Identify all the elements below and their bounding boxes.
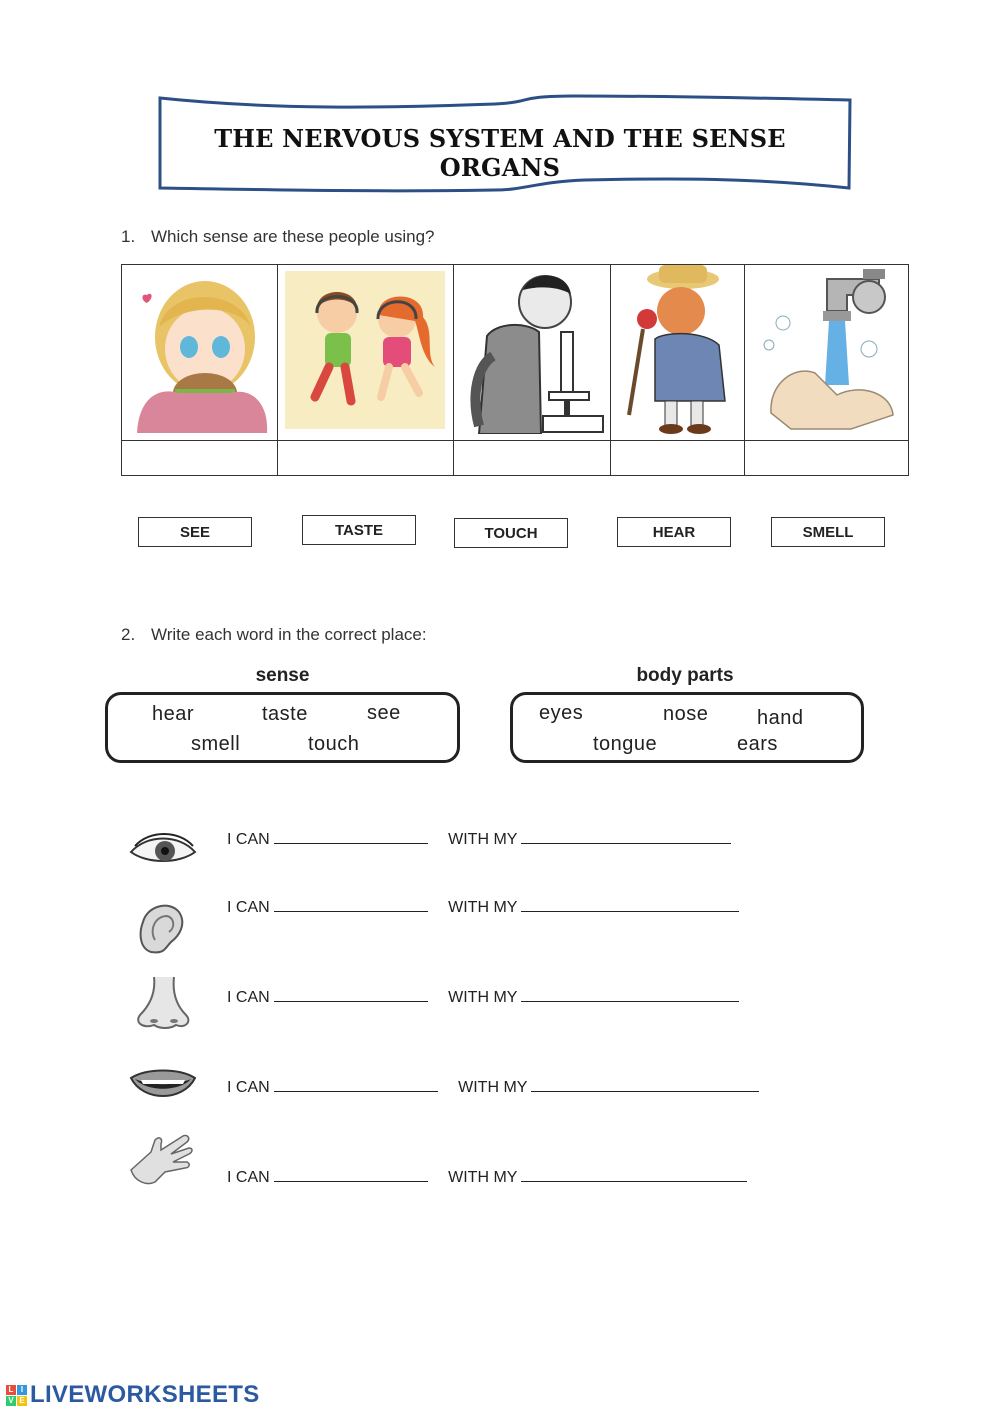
answer-input-1[interactable]	[126, 444, 273, 472]
sense-word: smell	[191, 733, 241, 755]
answer-cell[interactable]	[277, 441, 453, 476]
picture-cell	[122, 265, 278, 441]
body-part-word: tongue	[593, 733, 658, 755]
girl-eating-burger-icon	[129, 267, 269, 433]
i-can-label: I CAN	[227, 899, 270, 916]
body-parts-bank-title: body parts	[636, 665, 734, 686]
answer-cell[interactable]	[122, 441, 278, 476]
option-taste[interactable]: TASTE	[302, 515, 416, 545]
i-can-label: I CAN	[227, 1079, 270, 1096]
picture-cell	[744, 265, 908, 441]
man-smelling-flower-icon	[615, 265, 739, 435]
sense-blank[interactable]	[274, 897, 428, 912]
page-title: THE NERVOUS SYSTEM AND THE SENSE ORGANS	[214, 124, 786, 182]
option-touch[interactable]: TOUCH	[454, 518, 568, 548]
scientist-microscope-icon	[457, 266, 607, 434]
sense-word-bank	[105, 692, 460, 763]
nose-icon	[128, 975, 200, 1031]
i-can-label: I CAN	[227, 831, 270, 848]
liveworksheets-logo	[6, 1380, 260, 1410]
body-part-word: ears	[737, 733, 778, 755]
option-see[interactable]: SEE	[138, 517, 252, 547]
sense-word: hear	[152, 703, 195, 725]
with-my-label: WITH MY	[448, 1169, 518, 1186]
with-my-label: WITH MY	[448, 989, 518, 1006]
sense-word: touch	[308, 733, 360, 755]
body-part-blank[interactable]	[521, 987, 739, 1002]
answer-input-4[interactable]	[614, 444, 741, 472]
body-part-blank[interactable]	[521, 1167, 747, 1182]
sense-word: see	[367, 702, 401, 724]
sense-blank[interactable]	[274, 1077, 438, 1092]
sentence-row	[227, 1167, 747, 1187]
sense-blank[interactable]	[274, 829, 428, 844]
picture-cell	[610, 265, 744, 441]
answer-input-5[interactable]	[749, 444, 903, 472]
kids-listening-music-icon	[285, 271, 445, 429]
picture-cell	[453, 265, 610, 441]
eye-icon	[127, 822, 199, 878]
body-part-blank[interactable]	[521, 897, 739, 912]
answer-input-3[interactable]	[458, 444, 605, 472]
question-2-text: Write each word in the correct place:	[151, 625, 427, 644]
hands-washing-tap-icon	[751, 265, 901, 435]
body-part-word: hand	[757, 707, 804, 729]
question-2-number: 2.	[121, 625, 136, 644]
option-hear[interactable]: HEAR	[617, 517, 731, 547]
sense-bank-title: sense	[255, 665, 310, 686]
ear-icon	[125, 898, 197, 954]
sentence-row	[227, 987, 739, 1007]
answer-cell[interactable]	[453, 441, 610, 476]
logo-mark-icon: L I V E	[6, 1385, 27, 1406]
with-my-label: WITH MY	[448, 831, 518, 848]
question-1	[121, 227, 435, 247]
body-part-blank[interactable]	[521, 829, 731, 844]
question-1-text: Which sense are these people using?	[151, 227, 435, 246]
with-my-label: WITH MY	[458, 1079, 528, 1096]
body-part-blank[interactable]	[531, 1077, 759, 1092]
with-my-label: WITH MY	[448, 899, 518, 916]
sentence-row	[227, 829, 731, 849]
question-2	[121, 625, 427, 645]
picture-cell	[277, 265, 453, 441]
sense-word: taste	[262, 703, 308, 725]
i-can-label: I CAN	[227, 989, 270, 1006]
sense-blank[interactable]	[274, 987, 428, 1002]
body-parts-word-bank	[510, 692, 864, 763]
picture-table	[121, 264, 909, 476]
answer-cell[interactable]	[610, 441, 744, 476]
sentence-row	[227, 1077, 759, 1097]
mouth-icon	[127, 1058, 199, 1114]
answer-cell[interactable]	[744, 441, 908, 476]
i-can-label: I CAN	[227, 1169, 270, 1186]
answer-input-2[interactable]	[283, 444, 448, 472]
body-part-word: nose	[663, 703, 709, 725]
brand-name: LIVEWORKSHEETS	[30, 1381, 260, 1408]
question-1-number: 1.	[121, 227, 136, 246]
hand-icon	[125, 1130, 197, 1186]
sentence-row	[227, 897, 739, 917]
option-smell[interactable]: SMELL	[771, 517, 885, 547]
sense-blank[interactable]	[274, 1167, 428, 1182]
body-part-word: eyes	[539, 702, 584, 724]
